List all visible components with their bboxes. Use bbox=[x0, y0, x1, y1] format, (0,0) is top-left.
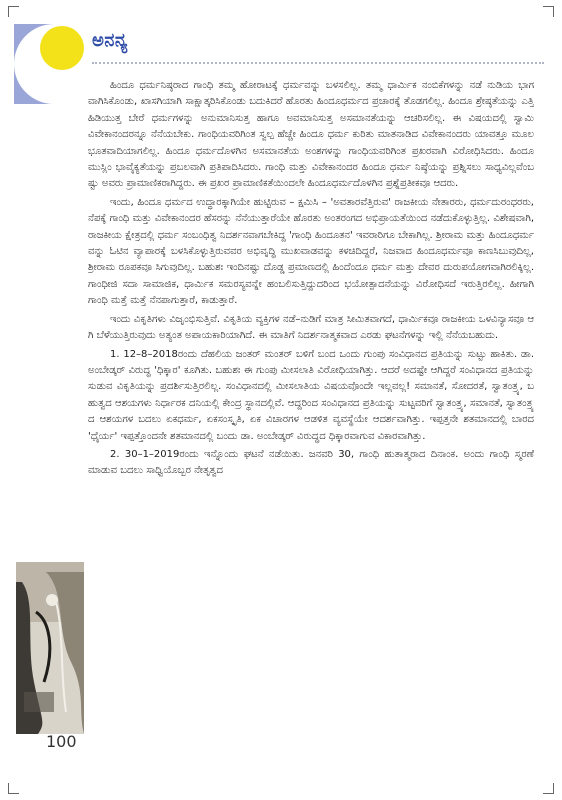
crop-mark bbox=[8, 783, 19, 794]
paragraph: ಹಿಂದೂ ಧರ್ಮನಿಷ್ಠರಾದ ಗಾಂಧಿ ತಮ್ಮ ಹೋರಾಟಕ್ಕೆ ಧರ್ಮವನ್ನು ಬಳಸಲಿಲ್ಲ. ತಮ್ಮ ಧಾರ್ಮಿಕ ನಂಬಿಕೆಗಳನ್ನು ನಡೆ ನುಡಿಯ ಭಾಗವಾಗಿಸಿಕೊಂಡು, ಖಾಸಗಿಯಾಗಿ ಸಾಕ್ಷಾತ್ಕರಿಸಿಕೊಂಡು ಬದುಕಿದರೆ ಹೊರತು ಹಿಂದೂಧರ್ಮದ ಪ್ರಚಾರಕ್ಕೆ ತೊಡಗಲಿಲ್ಲ. ಹಿಂದೂ ಶ್ರೇಷ್ಠತೆಯನ್ನು ಎತ್ತಿ ಹಿಡಿಯುತ್ತ ಬೇರೆ ಧರ್ಮಗಳನ್ನು ಅನುಮಾನಿಸುತ್ತ ಹಾಗೂ ಅವಮಾನಿಸುತ್ತ ಅಸಮಾನತೆಯನ್ನು ಆಚರಿಸಲಿಲ್ಲ. ಈ ವಿಷಯದಲ್ಲಿ ಸ್ವಾಮಿ ವಿವೇಕಾನಂದರನ್ನೂ ನೆನೆಯಬೇಕು. ಗಾಂಧಿಯವರಿಗಿಂತ ಸ್ವಲ್ಪ ಹೆಚ್ಚೇ ಹಿಂದೂ ಧರ್ಮ ಕುರಿತು ಮಾತನಾಡಿದ ವಿವೇಕಾನಂದರು ಯಾವತ್ತೂ ಮೂಲಭೂತವಾದಿಯಾಗಲಿಲ್ಲ. ಹಿಂದೂ ಧರ್ಮದೊಳಗಿನ ಅಸಮಾನತೆಯ ಅಂಶಗಳನ್ನು ಗಾಂಧಿಯವರಿಗಿಂತ ಪ್ರಖರವಾಗಿ ವಿರೋಧಿಸಿದರು. ಹಿಂದೂ ಮುಸ್ಲಿಂ ಭಾವೈಕ್ಯತೆಯನ್ನು ಪ್ರಬಲವಾಗಿ ಪ್ರತಿಪಾದಿಸಿದರು. ಗಾಂಧಿ ಮತ್ತು ವಿವೇಕಾನಂದರ ಹಿಂದೂ ಧರ್ಮ ನಿಷ್ಠೆಯನ್ನು ಪ್ರಶ್ನಿಸಲು ಸಾಧ್ಯವಿಲ್ಲವೆಂಬಷ್ಟು ಅವರು ಪ್ರಾಮಾಣಿಕರಾಗಿದ್ದರು. ಈ ಪ್ರಖರ ಪ್ರಾಮಾಣಿಕತೆಯಿಂದಲೇ ಹಿಂದೂಧರ್ಮದೊಳಗಿನ ಪ್ರಶ್ನೆಪ್ರತೀಕವೂ ಆದರು. bbox=[88, 80, 534, 190]
article-body bbox=[88, 78, 534, 738]
crop-mark bbox=[543, 6, 554, 17]
page-number: 100 bbox=[46, 732, 77, 751]
margin-artwork-image bbox=[16, 562, 84, 734]
paragraph: ಇಂದು ವಿಕೃತಿಗಳು ವಿಜೃಂಭಿಸುತ್ತಿವೆ. ವಿಕೃತಿಯ ವ್ಯಕ್ತಿಗಳ ನಡೆ–ನುಡಿಗೆ ಮಾತ್ರ ಸೀಮಿತವಾಗದೆ, ಧಾರ್ಮಿಕವೂ ರಾಜಕೀಯ ಒಳವಿನ್ಯಾಸವೂ ಆಗಿ ಬೆಳೆಯುತ್ತಿರುವುದು ಅತ್ಯಂತ ಅಪಾಯಕಾರಿಯಾಗಿದೆ. ಈ ಮಾತಿಗೆ ನಿದರ್ಶನಾತ್ಮಕವಾದ ಎರಡು ಘಟನೆಗಳನ್ನು ಇಲ್ಲಿ ನೆನೆಯಬಹುದು. bbox=[88, 313, 534, 342]
running-header-title: ಅನನ್ಯ bbox=[92, 30, 128, 51]
paragraph: ಇಂದು, ಹಿಂದೂ ಧರ್ಮದ ಉದ್ಧಾರಕ್ಕಾಗಿಯೇ ಹುಟ್ಟಿರುವ – ಕ್ಷಮಿಸಿ – 'ಅವತಾರವೆತ್ತಿರುವ' ರಾಜಕೀಯ ನೇತಾರರು, ಧರ್ಮದುರಂಧರರು, ನೆಪಕ್ಕೆ ಗಾಂಧಿ ಮತ್ತು ವಿವೇಕಾನಂದರ ಹೆಸರನ್ನು ನೆನೆಯುತ್ತಾರೆಯೇ ಹೊರತು ಅಂತರಂಗದ ಅಭಿಪ್ರಾಯತೆಯಿಂದ ನಡೆದುಕೊಳ್ಳುತ್ತಿಲ್ಲ. ವಿಶೇಷವಾಗಿ, ರಾಜಕೀಯ ಕ್ಷೇತ್ರದಲ್ಲಿ ಧರ್ಮ ಸಂಬಂಧಿತ್ವ ನಿದರ್ಶನವಾಗಬೇಕಿದ್ದ 'ಗಾಂಧಿ ಹಿಂದೂತನ' ಇವರಾರಿಗೂ ಬೇಕಾಗಿಲ್ಲ. ಶ್ರೀರಾಮ ಮತ್ತು ಹಿಂದೂಧರ್ಮವನ್ನು ಓಟಿನ ವ್ಯಾಪಾರಕ್ಕೆ ಬಳಸಿಕೊಳ್ಳುತ್ತಿರುವವರ ಅಭಿವೃದ್ಧಿ ಮುಖವಾಡವನ್ನು ಕಳಚಿದಿದ್ದರೆ, ನಿಜವಾದ ಹಿಂದೂಧರ್ಮವೂ ಕಾಣಸಿಬುವುದಿಲ್ಲ, ಶ್ರೀರಾಮ ರೂಪಕವೂ ಸಿಗುವುದಿಲ್ಲ. ಬಹುಶಃ ಇಂದಿನಷ್ಟು ದೊಡ್ಡ ಪ್ರಮಾಣದಲ್ಲಿ ಹಿಂದೆಂದೂ ಧರ್ಮ ಮತ್ತು ದೇವರ ದುರುಪಯೋಗವಾಗಿರಲಿಕ್ಕಿಲ್ಲ. ಗಾಂಧೀಜಿ ಸದಾ ಸಾಮಾಜಿಕ, ಧಾರ್ಮಿಕ ಸಮರಸ್ಯವನ್ನೇ ಹಂಬಲಿಸುತ್ತಿದ್ದುದರಿಂದ ಭಯೋತ್ಪಾದನೆಯನ್ನು ವಿರೋಧಿಸದೆ ಇರುತ್ತಿರಲಿಲ್ಲ. ಹೀಗಾಗಿ ಗಾಂಧಿ ಮತ್ತೆ ಮತ್ತೆ ನೆನಪಾಗುತ್ತಾರೆ, ಕಾಡುತ್ತಾರೆ. bbox=[88, 196, 534, 307]
header-dotted-rule bbox=[92, 62, 544, 64]
header-decoration bbox=[10, 18, 90, 108]
crop-mark bbox=[8, 6, 19, 17]
paragraph: 1. 12–8–2018ರಂದು ದೆಹಲಿಯ ಜಂತರ್ ಮಂತರ್ ಬಳಿಗೆ ಬಂದ ಒಂದು ಗುಂಪು ಸಂವಿಧಾನದ ಪ್ರತಿಯನ್ನು ಸುಟ್ಟು ಹಾಕಿತು. ಡಾ. ಅಂಬೇಡ್ಕರ್ ವಿರುದ್ಧ 'ಧಿಕ್ಕಾರ' ಕೂಗಿತು. ಬಹುಶಃ ಈ ಗುಂಪು ಮೀಸಲಾತಿ ವಿರೋಧಿಯಾಗಿತ್ತು. ಆದರೆ ಅದಷ್ಟೇ ಆಗಿದ್ದರೆ ಸಂವಿಧಾನದ ಪ್ರತಿಯನ್ನು ಸುಡುವ ವಿಕೃತಿಯನ್ನು ಪ್ರದರ್ಶಿಸುತ್ತಿರಲಿಲ್ಲ. ಸಂವಿಧಾನದಲ್ಲಿ ಮೀಸಲಾತಿಯ ವಿಷಯವೊಂದೇ ಇಲ್ಲವಲ್ಲ! ಸಮಾನತೆ, ಸೋದರತೆ, ಸ್ವಾತಂತ್ರ್ಯ, ಬಹುತ್ವದ ಆಶಯಗಳು ನಿರ್ಧಾರಕ ದನಿಯಲ್ಲಿ ಕೇಂದ್ರ ಸ್ಥಾನದಲ್ಲಿವೆ. ಆದ್ದರಿಂದ ಸಂವಿಧಾನದ ಪ್ರತಿಯನ್ನು ಸುಟ್ಟವರಿಗೆ ಸ್ವಾತಂತ್ರ್ಯ, ಸಮಾನತೆ, ಸ್ವಾತಂತ್ರ್ಯದ ಆಶಯಗಳ ಬದಲು ಏಕಧರ್ಮ, ಏಕಸಂಸ್ಕೃತಿ, ಏಕ ವಿಚಾರಗಳ ಆಡಳಿತ ವ್ಯವಸ್ಥೆಯೇ ಆದರ್ಶವಾಗಿತ್ತು. ಇಪ್ಪತ್ತನೇ ಶತಮಾನದಲ್ಲಿ ಬಾರದ 'ಧೈರ್ಯ' ಇಪ್ಪತ್ತೊಂದನೇ ಶತಮಾನದಲ್ಲಿ ಬಂದು ಡಾ. ಅಂಬೇಡ್ಕರ್ ವಿರುದ್ಧದ ಧಿಕ್ಕಾರವಾಗುವ ವಿಕಾರವಾಗಿತ್ತು. bbox=[88, 348, 534, 442]
paragraph: 2. 30–1–2019ರಂದು ಇನ್ನೊಂದು ಘಟನೆ ನಡೆಯಿತು. ಜನವರಿ 30, ಗಾಂಧಿ ಹುತಾತ್ಮರಾದ ದಿನಾಂಕ. ಅಂದು ಗಾಂಧಿ ಸ್ಮರಣೆ ಮಾಡುವ ಬದಲು ಸಾಧ್ವಿಯೊಬ್ಬರ ನೇತೃತ್ವದ bbox=[88, 448, 534, 477]
crop-mark bbox=[543, 783, 554, 794]
